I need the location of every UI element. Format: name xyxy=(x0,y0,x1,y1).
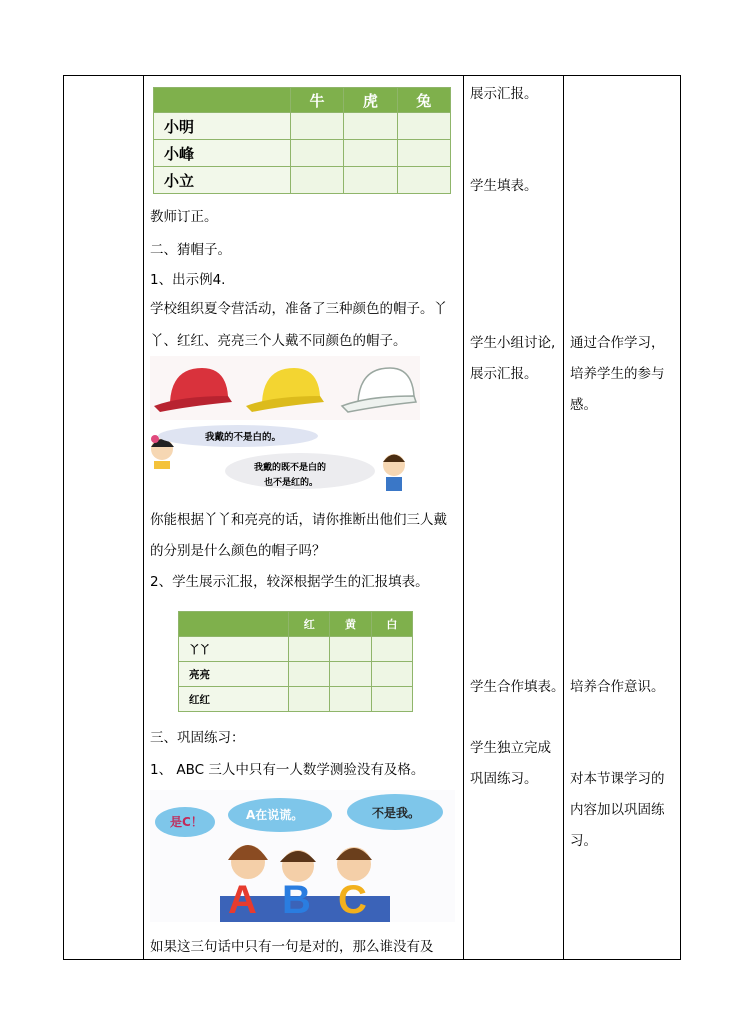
design-intent: 培养学生的参与 xyxy=(570,366,665,382)
item-text: 1、出示例4. xyxy=(150,272,226,288)
problem-text: 学校组织夏令营活动，准备了三种颜色的帽子。丫 xyxy=(150,301,447,317)
table-header-cell: 虎 xyxy=(344,88,397,113)
dialog-illustration xyxy=(150,425,405,495)
table-cell xyxy=(397,167,450,194)
speech-bubble-boy-line1: 我戴的既不是白的 xyxy=(254,463,327,473)
table-cell xyxy=(330,662,371,687)
design-intent: 感。 xyxy=(570,397,597,413)
table-cell xyxy=(330,637,371,662)
student-activity: 学生独立完成 xyxy=(470,740,551,756)
table-header-cell: 牛 xyxy=(290,88,343,113)
column-divider xyxy=(463,76,464,959)
table-header-row xyxy=(179,612,413,637)
teacher-correct: 教师订正。 xyxy=(150,209,218,225)
row-label: 红红 xyxy=(179,687,289,712)
animal-table xyxy=(153,87,451,194)
column-divider xyxy=(143,76,144,959)
table-cell xyxy=(289,662,330,687)
speech-bubble-boy-line2: 也不是红的。 xyxy=(264,478,319,488)
table-header-cell: 兔 xyxy=(397,88,450,113)
table-row xyxy=(154,167,451,194)
table-cell xyxy=(289,637,330,662)
design-intent: 培养合作意识。 xyxy=(570,679,665,695)
table-row xyxy=(179,662,413,687)
hats-illustration xyxy=(150,356,420,420)
design-intent: 内容加以巩固练 xyxy=(570,802,665,818)
design-intent: 习。 xyxy=(570,833,597,849)
row-label: 小峰 xyxy=(154,140,291,167)
student-activity: 学生填表。 xyxy=(470,178,538,194)
exercise-text: 1、 ABC 三人中只有一人数学测验没有及格。 xyxy=(150,762,425,778)
student-activity: 学生小组讨论, xyxy=(470,335,556,351)
table-row xyxy=(154,113,451,140)
table-cell xyxy=(344,167,397,194)
table-cell xyxy=(290,140,343,167)
table-row xyxy=(154,140,451,167)
student-activity: 展示汇报。 xyxy=(470,366,538,382)
question-text: 你能根据丫丫和亮亮的话，请你推断出他们三人戴 xyxy=(150,512,447,528)
hat-color-table xyxy=(178,611,413,712)
table-cell xyxy=(290,167,343,194)
table-cell xyxy=(289,687,330,712)
table-cell xyxy=(371,662,412,687)
letter-a: A xyxy=(228,878,257,922)
table-row xyxy=(179,637,413,662)
problem-text: 丫、红红、亮亮三个人戴不同颜色的帽子。 xyxy=(150,333,407,349)
table-header-cell xyxy=(179,612,289,637)
section-heading: 三、巩固练习： xyxy=(150,730,245,746)
table-cell xyxy=(290,113,343,140)
row-label: 小立 xyxy=(154,167,291,194)
speech-bubble-girl: 我戴的不是白的。 xyxy=(205,432,282,443)
row-label: 小明 xyxy=(154,113,291,140)
letter-c: C xyxy=(338,878,367,922)
table-cell xyxy=(397,113,450,140)
bubble-not-me-text: 不是我。 xyxy=(372,806,421,820)
table-header-cell: 白 xyxy=(371,612,412,637)
table-cell xyxy=(371,687,412,712)
table-header-cell: 红 xyxy=(289,612,330,637)
column-divider xyxy=(563,76,564,959)
item-text: 2、学生展示汇报，较深根据学生的汇报填表。 xyxy=(150,574,429,590)
table-cell xyxy=(344,113,397,140)
table-header-row xyxy=(154,88,451,113)
bubble-a-text: A在说谎。 xyxy=(246,808,304,822)
bubble-c-text: 是C！ xyxy=(170,815,203,829)
student-activity: 学生合作填表。 xyxy=(470,679,565,695)
boy-avatar xyxy=(383,454,405,491)
design-intent: 对本节课学习的 xyxy=(570,771,665,787)
section-heading: 二、猜帽子。 xyxy=(150,242,231,258)
table-cell xyxy=(330,687,371,712)
table-cell xyxy=(371,637,412,662)
student-activity: 展示汇报。 xyxy=(470,86,538,102)
row-label: 丫丫 xyxy=(179,637,289,662)
question-text: 的分别是什么颜色的帽子吗？ xyxy=(150,543,326,559)
table-row xyxy=(179,687,413,712)
question-text: 如果这三句话中只有一句是对的，那么谁没有及 xyxy=(150,939,434,955)
letter-b: B xyxy=(282,878,311,922)
table-header-cell: 黄 xyxy=(330,612,371,637)
student-activity: 巩固练习。 xyxy=(470,771,538,787)
abc-kids-illustration xyxy=(150,790,455,922)
design-intent: 通过合作学习， xyxy=(570,335,665,351)
table-cell xyxy=(397,140,450,167)
table-cell xyxy=(344,140,397,167)
table-header-cell xyxy=(154,88,291,113)
row-label: 亮亮 xyxy=(179,662,289,687)
